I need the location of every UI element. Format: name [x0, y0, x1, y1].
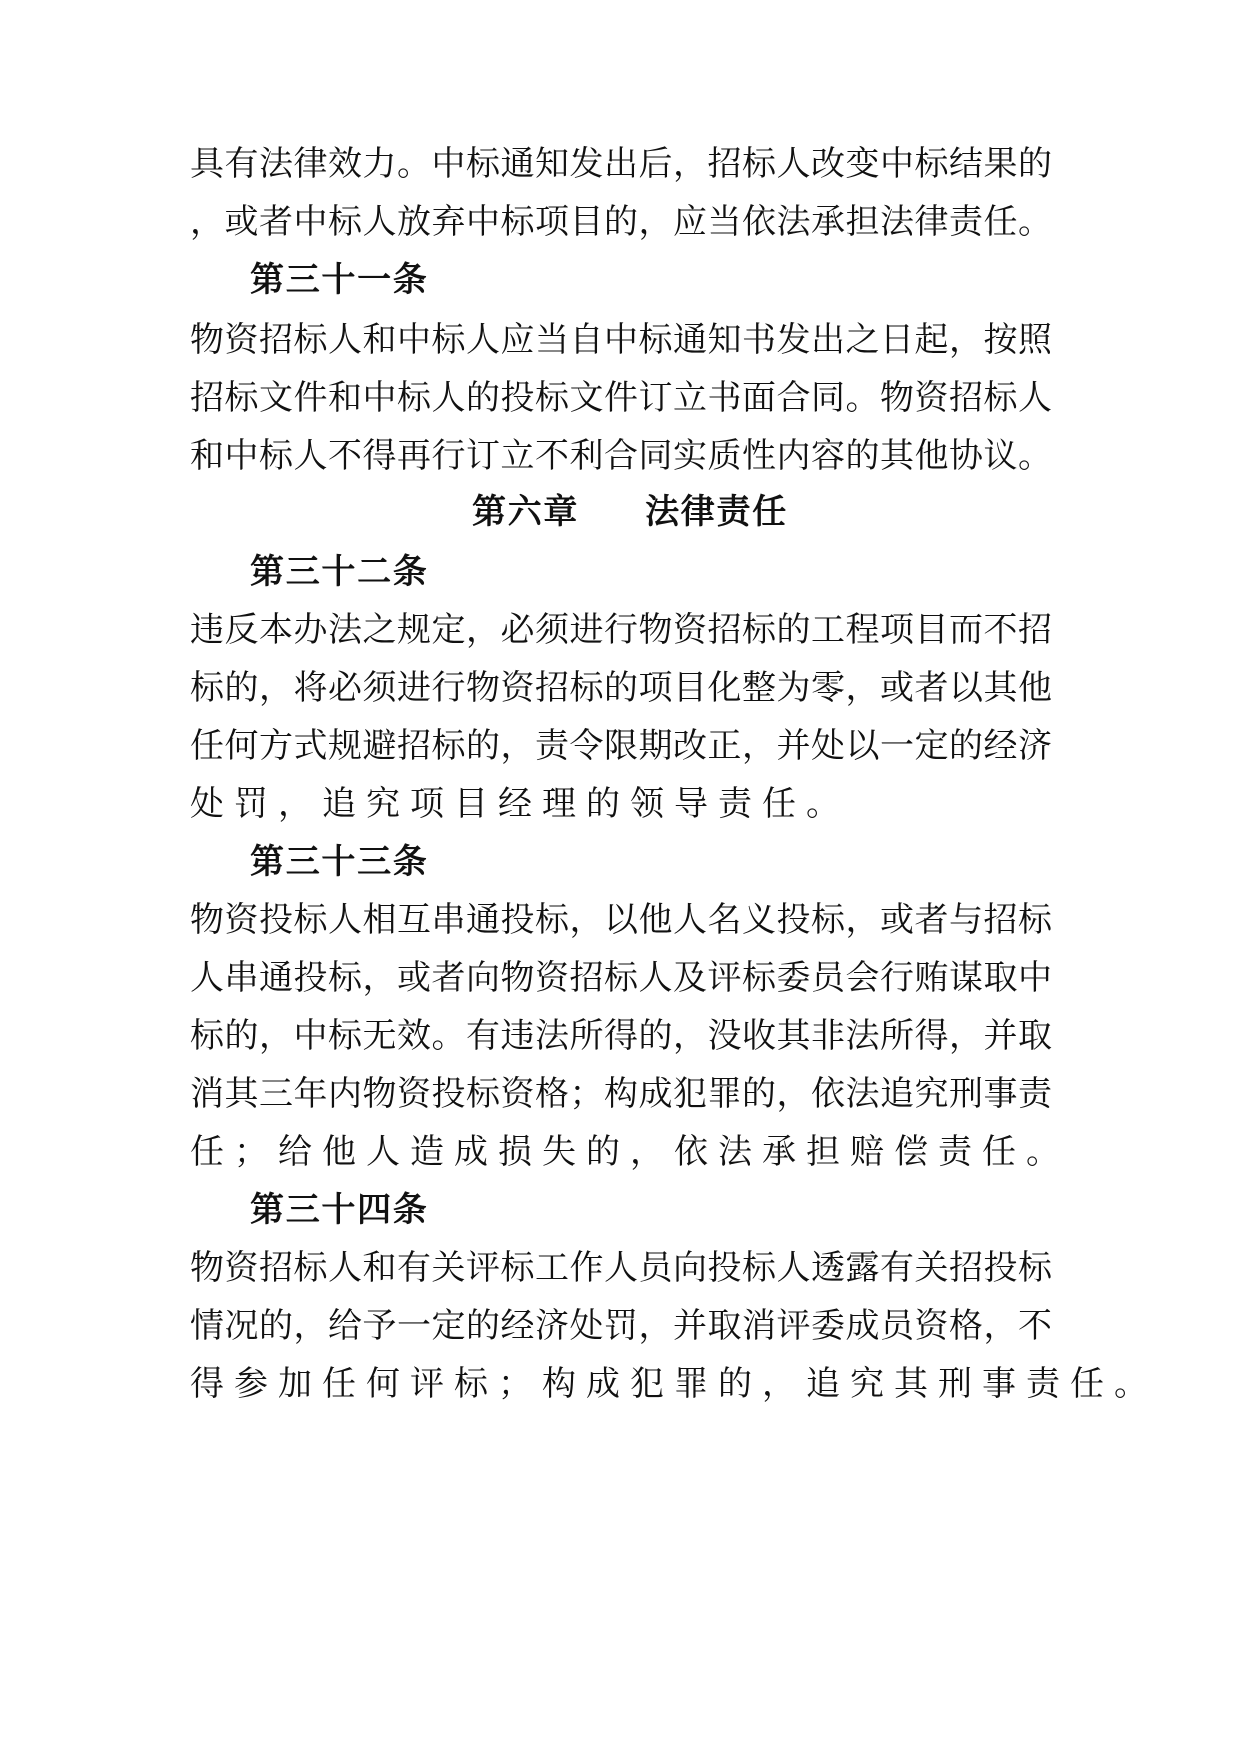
article-33-line-2: 人串通投标，或者向物资招标人及评标委员会行贿谋取中: [190, 958, 1053, 998]
article-34-line-1: 物资招标人和有关评标工作人员向投标人透露有关招投标: [190, 1248, 1053, 1288]
article-32-line-2: 标的，将必须进行物资招标的项目化整为零，或者以其他: [190, 668, 1053, 708]
article-33-line-3: 标的，中标无效。有违法所得的，没收其非法所得，并取: [190, 1016, 1053, 1056]
chapter-number: 第六章: [472, 492, 580, 532]
article-32-heading: 第三十二条: [250, 552, 429, 592]
article-33-line-1: 物资投标人相互串通投标，以他人名义投标，或者与招标: [190, 900, 1053, 940]
article-32-line-4: 处罚，追究项目经理的领导责任。: [190, 784, 850, 824]
article-31-heading: 第三十一条: [250, 260, 429, 300]
article-31-line-2: 招标文件和中标人的投标文件订立书面合同。物资招标人: [190, 378, 1053, 418]
article-31-line-3: 和中标人不得再行订立不利合同实质性内容的其他协议。: [190, 436, 1053, 476]
article-32-line-3: 任何方式规避招标的，责令限期改正，并处以一定的经济: [190, 726, 1053, 766]
article-34-line-3: 得参加任何评标；构成犯罪的，追究其刑事责任。: [190, 1364, 1158, 1404]
article-34-line-2: 情况的，给予一定的经济处罚，并取消评委成员资格，不: [190, 1306, 1053, 1346]
article-34-heading: 第三十四条: [250, 1190, 429, 1230]
article-30-line-2: ，或者中标人放弃中标项目的，应当依法承担法律责任。: [190, 202, 1053, 242]
chapter-heading: [472, 490, 788, 534]
article-31-line-1: 物资招标人和中标人应当自中标通知书发出之日起，按照: [190, 320, 1053, 360]
article-33-heading: 第三十三条: [250, 842, 429, 882]
chapter-title: 法律责任: [645, 492, 788, 532]
article-30-line-1: 具有法律效力。中标通知发出后，招标人改变中标结果的: [190, 144, 1053, 184]
article-32-line-1: 违反本办法之规定，必须进行物资招标的工程项目而不招: [190, 610, 1053, 650]
article-33-line-4: 消其三年内物资投标资格；构成犯罪的，依法追究刑事责: [190, 1074, 1053, 1114]
article-33-line-5: 任；给他人造成损失的，依法承担赔偿责任。: [190, 1132, 1070, 1172]
